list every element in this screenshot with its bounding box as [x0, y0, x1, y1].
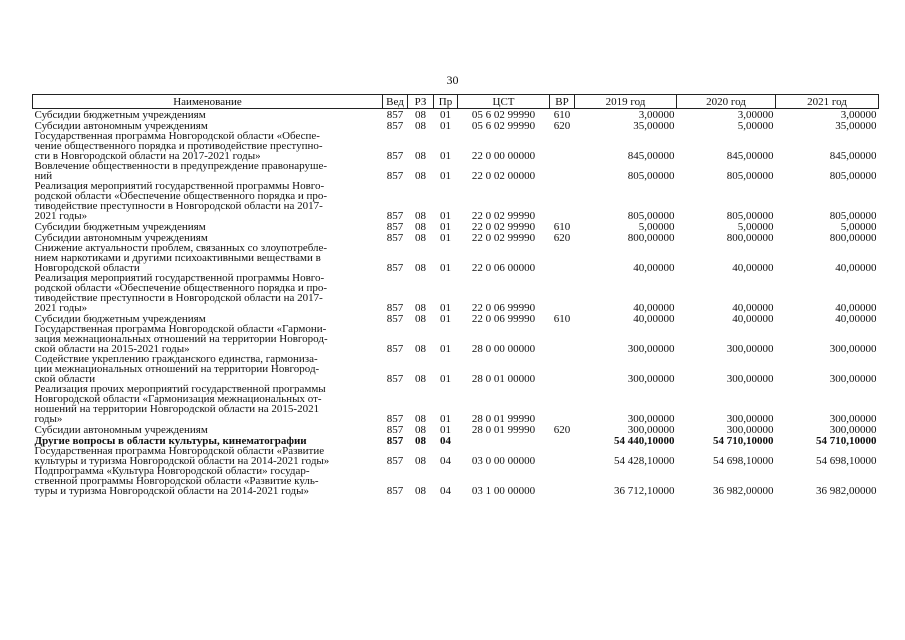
row-2019: 35,00000 — [633, 120, 675, 132]
row-cst: 28 0 01 99990 — [471, 413, 536, 425]
row-pr: 01 — [440, 343, 451, 355]
row-vr: 610 — [553, 313, 571, 325]
row-rz: 08 — [415, 262, 426, 274]
row-rz: 08 — [415, 302, 426, 314]
table-row — [33, 181, 879, 221]
row-vr — [550, 161, 575, 181]
row-2021: 54 698,10000 — [816, 455, 877, 467]
row-rz: 08 — [415, 424, 426, 436]
col-header-pr: Пр — [434, 95, 458, 109]
row-cst: 22 0 02 99990 — [471, 221, 536, 233]
row-vr: 620 — [553, 424, 571, 436]
row-pr: 01 — [440, 424, 451, 436]
row-2019: 805,00000 — [627, 210, 675, 222]
row-name: Вовлечение общественности в предупреждение правонаруше- ний — [34, 160, 328, 182]
row-cst: 22 0 06 99990 — [471, 313, 536, 325]
row-2020: 845,00000 — [726, 150, 774, 162]
row-name: Реализация мероприятий государственной программы Новго- родской области «Обеспечение общественного порядка и про- тиводействие преступности в Новгородской области на 2017- 2021 годы» — [34, 180, 328, 222]
row-2020: 54 698,10000 — [713, 455, 774, 467]
row-name: Государственная программа Новгородской области «Гармони- зация межнациональных отношений на территории Новгород- ской области на 2015-2021 годы» — [34, 323, 328, 355]
row-2021: 845,00000 — [829, 150, 877, 162]
row-2021: 54 710,10000 — [816, 435, 877, 447]
col-header-rz: РЗ — [408, 95, 434, 109]
col-header-vr: ВР — [550, 95, 575, 109]
row-2019: 300,00000 — [627, 413, 675, 425]
table-row — [33, 243, 879, 273]
col-header-ved: Вед — [383, 95, 408, 109]
row-pr: 01 — [440, 373, 451, 385]
row-2019: 300,00000 — [627, 424, 675, 436]
row-pr: 04 — [440, 455, 451, 467]
row-2019: 800,00000 — [627, 232, 675, 244]
row-rz: 08 — [415, 232, 426, 244]
row-name: Государственная программа Новгородской области «Развитие культуры и туризма Новгородской области на 2014-2021 годы» — [34, 445, 330, 467]
row-2020: 40,00000 — [732, 302, 774, 314]
row-name: Субсидии автономным учреждениям — [34, 232, 208, 244]
row-pr: 01 — [440, 302, 451, 314]
row-2019: 54 428,10000 — [614, 455, 675, 467]
row-vr — [550, 435, 575, 446]
row-rz: 08 — [415, 343, 426, 355]
row-vr — [550, 446, 575, 466]
row-ved: 857 — [386, 373, 404, 385]
table-row — [33, 131, 879, 161]
row-vr — [550, 131, 575, 161]
row-name: Субсидии бюджетным учреждениям — [34, 109, 206, 121]
col-header-cst: ЦСТ — [458, 95, 550, 109]
row-vr: 610 — [553, 109, 571, 121]
row-pr: 01 — [440, 109, 451, 121]
row-vr — [550, 181, 575, 221]
row-2019: 54 440,10000 — [614, 435, 675, 447]
table-row — [33, 161, 879, 181]
row-vr: 620 — [553, 120, 571, 132]
row-name: Субсидии бюджетным учреждениям — [34, 221, 206, 233]
row-2020: 805,00000 — [726, 210, 774, 222]
table-row — [33, 324, 879, 354]
table-header-row — [33, 95, 879, 109]
table-row — [33, 109, 879, 121]
row-cst: 22 0 02 99990 — [471, 232, 536, 244]
row-ved: 857 — [386, 109, 404, 121]
table-body — [33, 109, 879, 497]
row-cst: 03 0 00 00000 — [471, 455, 536, 467]
row-2020: 800,00000 — [726, 232, 774, 244]
row-2019: 40,00000 — [633, 262, 675, 274]
row-ved: 857 — [386, 302, 404, 314]
row-name: Подпрограмма «Культура Новгородской области» государ- ственной программы Новгородской области «Развитие куль- туры и туризма Новгородской области на 2014-2021 годы» — [34, 465, 319, 497]
row-pr: 01 — [440, 170, 451, 182]
row-cst: 22 0 02 00000 — [471, 170, 536, 182]
row-2020: 3,00000 — [737, 109, 774, 121]
row-ved: 857 — [386, 210, 404, 222]
row-pr: 04 — [440, 485, 451, 497]
row-ved: 857 — [386, 170, 404, 182]
row-cst — [458, 435, 550, 446]
row-2019: 5,00000 — [638, 221, 675, 233]
row-2020: 300,00000 — [726, 343, 774, 355]
row-2021: 300,00000 — [829, 424, 877, 436]
row-vr — [550, 243, 575, 273]
row-name: Реализация прочих мероприятий государственной программы Новгородской области «Гармонизация межнациональных от- ношений на территории Новгородской области на 2015-2021 годы» — [34, 383, 326, 425]
row-vr — [550, 324, 575, 354]
col-header-2020: 2020 год — [677, 95, 776, 109]
row-name: Содействие укреплению гражданского единства, гармониза- ции межнациональных отношений на территории Новгород- ской области — [34, 353, 320, 385]
row-ved: 857 — [386, 343, 404, 355]
row-2019: 300,00000 — [627, 343, 675, 355]
row-name: Реализация мероприятий государственной программы Новго- родской области «Обеспечение общественного порядка и про- тиводействие преступности в Новгородской области на 2017- 2021 годы» — [34, 272, 328, 314]
row-pr: 01 — [440, 232, 451, 244]
row-ved: 857 — [386, 435, 404, 447]
row-2019: 40,00000 — [633, 313, 675, 325]
row-rz: 08 — [415, 210, 426, 222]
table-row — [33, 354, 879, 384]
row-name: Субсидии автономным учреждениям — [34, 424, 208, 436]
row-cst: 03 1 00 00000 — [471, 485, 536, 497]
row-2020: 40,00000 — [732, 313, 774, 325]
row-pr: 01 — [440, 120, 451, 132]
row-2019: 36 712,10000 — [614, 485, 675, 497]
row-2019: 40,00000 — [633, 302, 675, 314]
row-rz: 08 — [415, 170, 426, 182]
row-2020: 36 982,00000 — [713, 485, 774, 497]
row-2020: 300,00000 — [726, 424, 774, 436]
row-2021: 36 982,00000 — [816, 485, 877, 497]
row-2020: 5,00000 — [737, 221, 774, 233]
row-vr — [550, 273, 575, 313]
row-2020: 54 710,10000 — [713, 435, 774, 447]
row-2019: 3,00000 — [638, 109, 675, 121]
row-name: Другие вопросы в области культуры, кинематографии — [34, 435, 307, 447]
row-vr: 610 — [553, 221, 571, 233]
row-rz: 08 — [415, 455, 426, 467]
row-ved: 857 — [386, 120, 404, 132]
row-2021: 3,00000 — [840, 109, 877, 121]
row-ved: 857 — [386, 150, 404, 162]
row-cst: 05 6 02 99990 — [471, 109, 536, 121]
row-cst: 05 6 02 99990 — [471, 120, 536, 132]
row-2019: 805,00000 — [627, 170, 675, 182]
row-pr: 04 — [440, 435, 451, 447]
row-rz: 08 — [415, 109, 426, 121]
col-header-2019: 2019 год — [575, 95, 677, 109]
row-2020: 805,00000 — [726, 170, 774, 182]
row-ved: 857 — [386, 313, 404, 325]
row-cst: 28 0 01 00000 — [471, 373, 536, 385]
row-cst: 28 0 01 99990 — [471, 424, 536, 436]
row-name: Государственная программа Новгородской области «Обеспе- чение общественного порядка и противодействие преступно- сти в Новгородской области на 2017-2021 годы» — [34, 130, 323, 162]
row-2020: 40,00000 — [732, 262, 774, 274]
row-vr: 620 — [553, 232, 571, 244]
row-name: Снижение актуальности проблем, связанных со злоупотребле- нием наркотиками и другими психоактивными веществами в Новгородской области — [34, 242, 328, 274]
row-ved: 857 — [386, 262, 404, 274]
table-row — [33, 273, 879, 313]
row-pr: 01 — [440, 313, 451, 325]
row-2019: 300,00000 — [627, 373, 675, 385]
row-ved: 857 — [386, 413, 404, 425]
row-2021: 40,00000 — [835, 302, 877, 314]
row-vr — [550, 354, 575, 384]
row-cst: 22 0 02 99990 — [471, 210, 536, 222]
row-rz: 08 — [415, 413, 426, 425]
row-2021: 805,00000 — [829, 170, 877, 182]
row-pr: 01 — [440, 210, 451, 222]
row-pr: 01 — [440, 413, 451, 425]
row-2020: 300,00000 — [726, 373, 774, 385]
row-rz: 08 — [415, 120, 426, 132]
page-number: 30 — [446, 73, 459, 87]
row-cst: 28 0 00 00000 — [471, 343, 536, 355]
col-header-name: Наименование — [33, 95, 383, 109]
row-pr: 01 — [440, 221, 451, 233]
row-ved: 857 — [386, 485, 404, 497]
budget-table — [32, 94, 879, 496]
row-ved: 857 — [386, 221, 404, 233]
row-vr — [550, 466, 575, 496]
row-cst: 22 0 00 00000 — [471, 150, 536, 162]
table-row — [33, 384, 879, 424]
row-vr — [550, 384, 575, 424]
row-2019: 845,00000 — [627, 150, 675, 162]
row-rz: 08 — [415, 373, 426, 385]
row-ved: 857 — [386, 232, 404, 244]
row-rz: 08 — [415, 435, 426, 447]
row-rz: 08 — [415, 313, 426, 325]
row-pr: 01 — [440, 262, 451, 274]
row-2021: 300,00000 — [829, 413, 877, 425]
table-row — [33, 466, 879, 496]
row-2021: 300,00000 — [829, 343, 877, 355]
row-pr: 01 — [440, 150, 451, 162]
row-cst: 22 0 06 00000 — [471, 262, 536, 274]
row-cst: 22 0 06 99990 — [471, 302, 536, 314]
row-2021: 800,00000 — [829, 232, 877, 244]
col-header-2021: 2021 год — [776, 95, 879, 109]
row-rz: 08 — [415, 221, 426, 233]
row-2021: 35,00000 — [835, 120, 877, 132]
row-2020: 5,00000 — [737, 120, 774, 132]
row-rz: 08 — [415, 150, 426, 162]
row-ved: 857 — [386, 424, 404, 436]
row-2021: 40,00000 — [835, 313, 877, 325]
row-ved: 857 — [386, 455, 404, 467]
table-row — [33, 446, 879, 466]
row-2021: 300,00000 — [829, 373, 877, 385]
row-name: Субсидии автономным учреждениям — [34, 120, 208, 132]
row-2021: 40,00000 — [835, 262, 877, 274]
row-rz: 08 — [415, 485, 426, 497]
table-row — [33, 221, 879, 232]
row-name: Субсидии бюджетным учреждениям — [34, 313, 206, 325]
row-2020: 300,00000 — [726, 413, 774, 425]
table-row — [33, 424, 879, 435]
row-2021: 5,00000 — [840, 221, 877, 233]
row-2021: 805,00000 — [829, 210, 877, 222]
